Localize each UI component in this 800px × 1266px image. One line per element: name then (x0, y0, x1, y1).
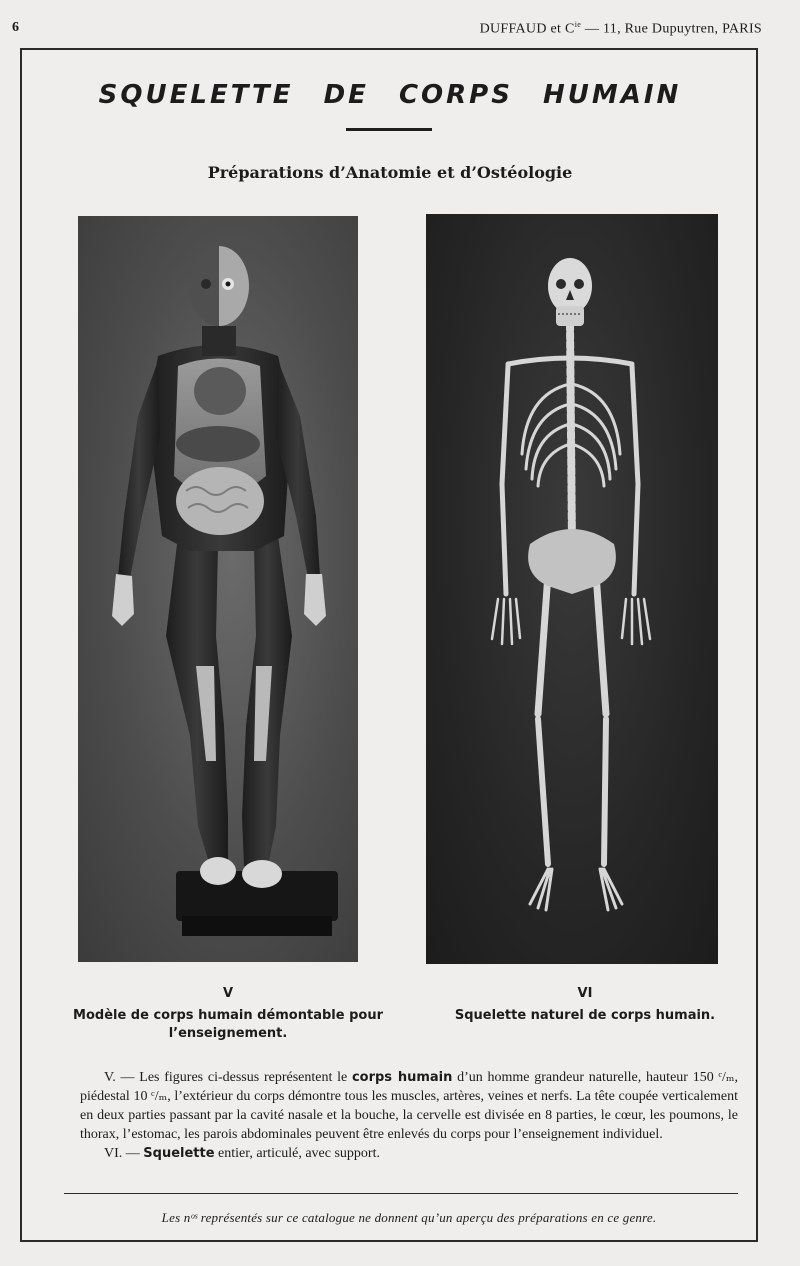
figure-vi-numeral: VI (577, 986, 593, 1001)
publisher-name: DUFFAUD et C (479, 21, 575, 37)
v-body: d’un homme grandeur naturelle, hauteur 150 ᶜ/ₘ, piédestal 10 ᶜ/ₘ, l’extérieur du corps démontre tous les muscles, artères, veines et nerfs. La tête coupée verticalement en deux parties passant par la cavité nasale et la bouche, la cervelle est divisée en 8 parties, le cœur, les poumons, le thorax, l’estomac, les parois abdominales peuvent être enlevés du corps pour l’enseignement individuel. (80, 1070, 738, 1142)
figure-v-caption (58, 985, 398, 1043)
figure-v-numeral: V (222, 986, 234, 1001)
page-number: 6 (12, 20, 20, 35)
page-header (12, 20, 762, 40)
figure-v-caption-line1: Modèle de corps humain démontable pour (73, 1008, 383, 1023)
description-paragraph-vi (80, 1144, 738, 1163)
v-intro: V. — Les figures ci-dessus représentent le (104, 1070, 348, 1085)
footnote: Les nᵒˢ représentés sur ce catalogue ne donnent qu’un aperçu des préparations en ce genre. (161, 1210, 657, 1225)
address-text: — 11, Rue Dupuytren, PARIS (584, 21, 762, 37)
footnote-divider (64, 1193, 738, 1194)
vi-intro: VI. — (104, 1146, 140, 1161)
v-bold-term: corps humain (351, 1070, 453, 1085)
title-underline (346, 128, 432, 131)
anatomical-model-photo (78, 216, 358, 962)
figure-vi-caption (430, 985, 740, 1025)
skeleton-photo (426, 214, 718, 964)
figure-v-caption-line2: l’enseignement. (168, 1026, 288, 1041)
publisher-superscript: ie (574, 20, 582, 29)
publisher-address (480, 20, 762, 38)
page-subtitle: Préparations d’Anatomie et d’Ostéologie (207, 163, 573, 182)
page-title: SQUELETTE DE CORPS HUMAIN (98, 80, 682, 110)
figure-vi-caption-line1: Squelette naturel de corps humain. (454, 1008, 716, 1023)
description-text (80, 1068, 738, 1163)
description-paragraph-v (80, 1068, 738, 1144)
vi-body: entier, articulé, avec support. (218, 1146, 380, 1161)
vi-bold-term: Squelette (143, 1146, 215, 1161)
